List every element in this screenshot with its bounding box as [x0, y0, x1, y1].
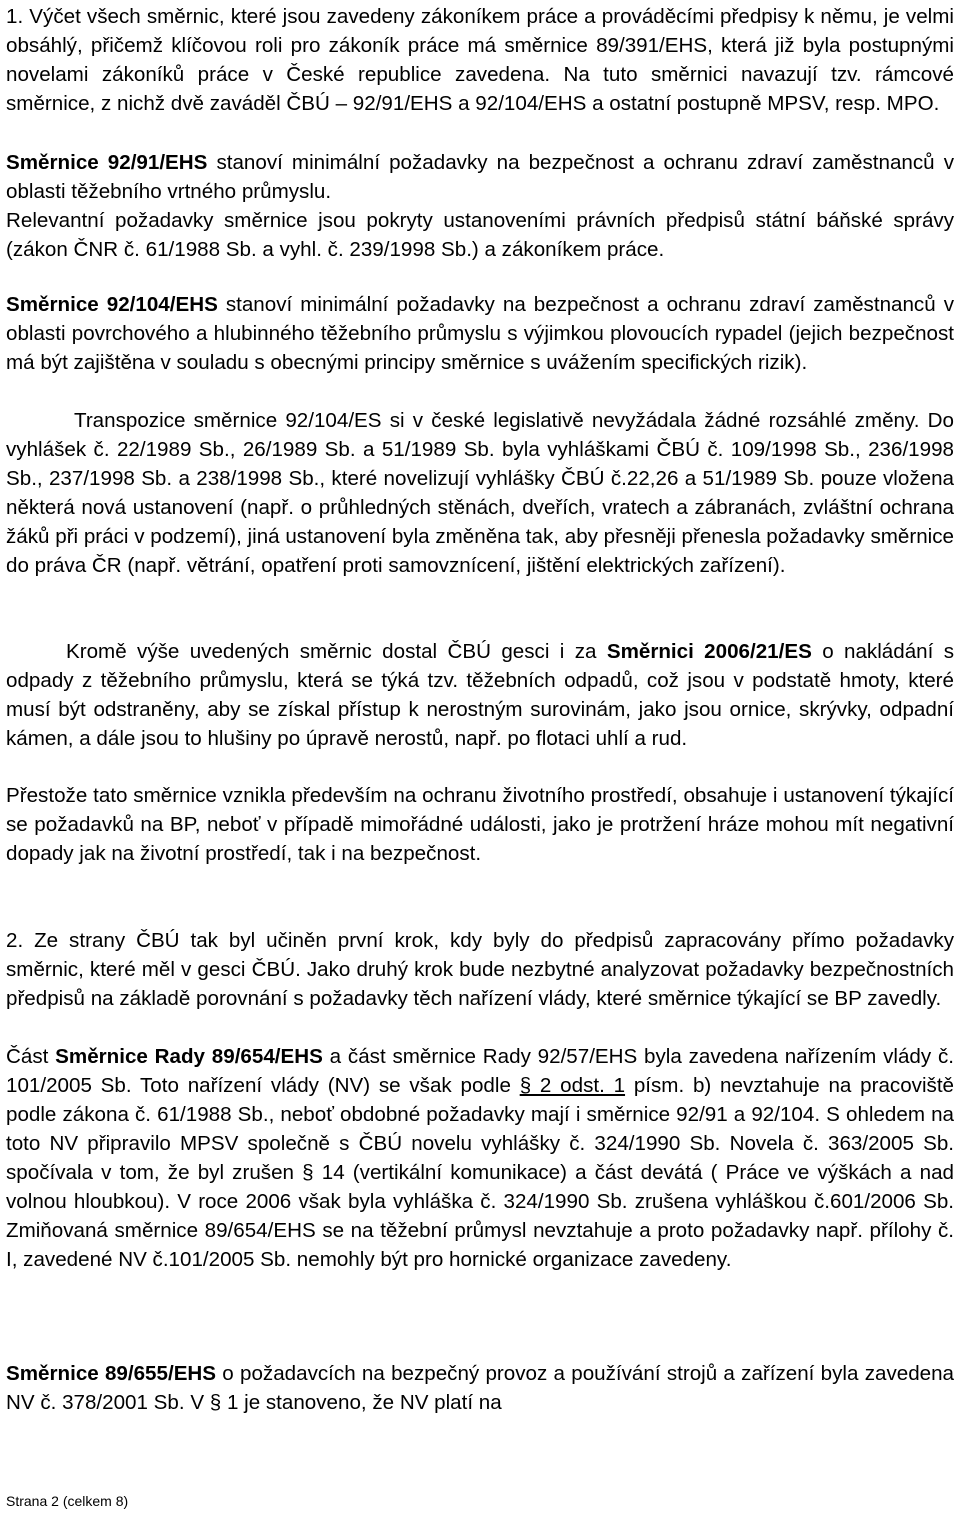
paragraph-10-text: o požadavcích na bezpečný provoz a používání strojů a zařízení byla zavedena NV č. 378/2001 Sb. V § 1 je stanoveno, že NV platí na — [6, 1362, 955, 1414]
paragraph-1 — [6, 2, 954, 118]
directive-89-654-heading: Směrnice Rady 89/654/EHS — [55, 1045, 323, 1068]
paragraph-2-text: stanoví minimální požadavky na bezpečnost a ochranu zdraví zaměstnanců v oblasti těžebního vrtného průmyslu. — [6, 151, 954, 203]
paragraph-4 — [6, 290, 954, 377]
paragraph-8 — [6, 926, 954, 1013]
paragraph-9-underlined-section: § 2 odst. 1 — [519, 1074, 626, 1097]
paragraph-9 — [6, 1042, 954, 1274]
paragraph-5-text: Transpozice směrnice 92/104/ES si v české legislativě nevyžádala žádné rozsáhlé změny. Do vyhlášek č. 22/1989 Sb., 26/1989 Sb. a 51/1989 Sb. byla vyhláškami ČBÚ č. 109/1998 Sb., 236/1998 Sb., 237/1998 Sb. a 238/1998 Sb., které novelizují vyhlášky ČBÚ č.22,26 a 51/1989 Sb. pouze vložena některá nová ustanovení (např. o průhledných stěnách, dveřích, vratech a zábranách, zvláštní ochrana žáků při práci v podzemí), jiná ustanovení byla změněna tak, aby přesněji přenesla požadavky směrnice do práva ČR (např. větrání, opatření proti samovznícení, jištění elektrických zařízení). — [6, 409, 954, 577]
paragraph-1-text: 1. Výčet všech směrnic, které jsou zavedeny zákoníkem práce a prováděcími předpisy k němu, je velmi obsáhlý, přičemž klíčovou roli pro zákoník práce má směrnice 89/391/EHS, která již byla postupnými novelami zákoníků práce v České republice zavedena. Na tuto směrnici navazují tzv. rámcové směrnice, z nichž dvě zaváděl ČBÚ – 92/91/EHS a 92/104/EHS a ostatní postupně MPSV, resp. MPO. — [6, 5, 954, 115]
paragraph-5 — [6, 406, 954, 580]
paragraph-4-text: stanoví minimální požadavky na bezpečnost a ochranu zdraví zaměstnanců v oblasti povrchového a hlubinného těžebního průmyslu s výjimkou plovoucích rypadel (jejich bezpečnost má být zajištěna v souladu s obecnými principy směrnice s uvážením specifických rizik). — [6, 293, 954, 374]
paragraph-6 — [6, 637, 954, 753]
directive-89-655-heading: Směrnice 89/655/EHS — [6, 1362, 217, 1385]
paragraph-7 — [6, 781, 954, 868]
paragraph-9-pre: Část — [6, 1045, 56, 1068]
directive-92-104-heading: Směrnice 92/104/EHS — [6, 293, 218, 316]
paragraph-8-text: 2. Ze strany ČBÚ tak byl učiněn první krok, kdy byly do předpisů zapracovány přímo požadavky směrnic, které měl v gesci ČBÚ. Jako druhý krok bude nezbytné analyzovat požadavky bezpečnostních předpisů na základě porovnání s požadavky těch nařízení vlády, které směrnice týkající se BP zavedly. — [6, 929, 954, 1010]
paragraph-6-pre: Kromě výše uvedených směrnic dostal ČBÚ gesci i za — [66, 640, 607, 663]
paragraph-3 — [6, 206, 954, 264]
paragraph-7-text: Přestože tato směrnice vznikla především na ochranu životního prostředí, obsahuje i ustanovení týkající se požadavků na BP, neboť v případě mimořádné události, jako je protržení hráze mohou mít negativní dopady jak na životní prostředí, tak i na bezpečnost. — [6, 784, 954, 865]
paragraph-6-text: o nakládání s odpady z těžebního průmyslu, která se týká tzv. těžebních odpadů, což jsou v podstatě hmoty, které musí být odstraněny, aby se získal přístup k nerostným surovinám, jako jsou ornice, skrývky, odpadní kámen, a dále jsou to hlušiny po úpravě nerostů, např. po flotaci uhlí a rud. — [6, 640, 954, 750]
directive-2006-21-heading: Směrnici 2006/21/ES — [606, 640, 812, 663]
directive-92-91-heading: Směrnice 92/91/EHS — [6, 151, 208, 174]
paragraph-3-text: Relevantní požadavky směrnice jsou pokryty ustanoveními právních předpisů státní báňské správy (zákon ČNR č. 61/1988 Sb. a vyhl. č. 239/1998 Sb.) a zákoníkem práce. — [6, 209, 954, 261]
paragraph-9-mid: a část směrnice Rady 92/57/EHS byla zavedena nařízením vlády č. 101/2005 Sb. Toto nařízení vlády (NV) se však podle — [6, 1045, 954, 1097]
paragraph-9-text: písm. b) nevztahuje na pracoviště podle zákona č. 61/1988 Sb., neboť obdobné požadavky mají i směrnice 92/91 a 92/104. S ohledem na toto NV připravilo MPSV společně s ČBÚ novelu vyhlášky č. 324/1990 Sb. Novela č. 363/2005 Sb. spočívala v tom, že byl zrušen § 14 (vertikální komunikace) a část devátá ( Práce ve výškách a nad volnou hloubkou). V roce 2006 však byla vyhláška č. 324/1990 Sb. zrušena vyhláškou č.601/2006 Sb. Zmiňovaná směrnice 89/654/EHS se na těžební průmysl nevztahuje a proto požadavky např. přílohy č. I, zavedené NV č.101/2005 Sb. nemohly být pro hornické organizace zavedeny. — [6, 1074, 954, 1271]
paragraph-2 — [6, 148, 954, 206]
page-footer: Strana 2 (celkem 8) — [6, 1493, 129, 1509]
paragraph-10 — [6, 1359, 954, 1417]
